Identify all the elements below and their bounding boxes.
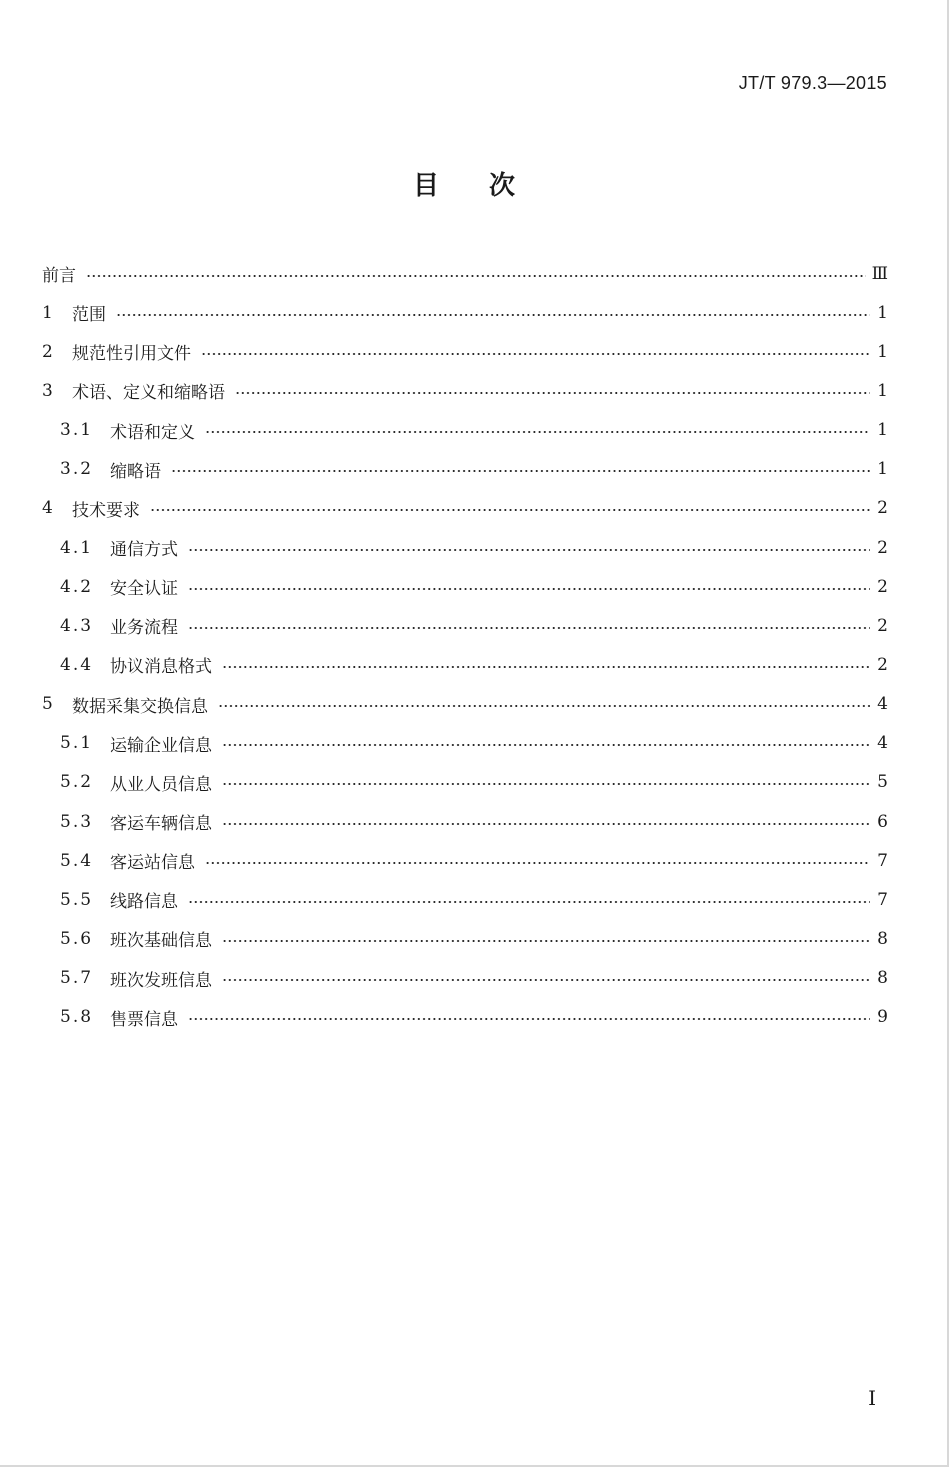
toc-entry-label: 技术要求 xyxy=(72,500,140,521)
toc-entry-page: 1 xyxy=(877,302,888,323)
toc-entry-label: 范围 xyxy=(72,305,106,326)
toc-entry-label: 班次基础信息 xyxy=(110,931,212,952)
toc-entry[interactable] xyxy=(42,959,888,998)
toc-entry-number: 1 xyxy=(42,302,55,323)
toc-dot-leader xyxy=(235,391,870,395)
table-of-contents xyxy=(42,254,888,1037)
toc-entry-page: 9 xyxy=(877,1007,888,1028)
toc-entry-number: 5.2 xyxy=(60,772,94,793)
toc-entry-page: Ⅲ xyxy=(871,263,888,284)
toc-entry[interactable] xyxy=(42,606,888,645)
toc-entry-page: 7 xyxy=(877,889,888,910)
toc-entry-label: 前言 xyxy=(42,266,76,287)
toc-dot-leader xyxy=(222,939,870,943)
toc-entry-number: 4.4 xyxy=(60,654,94,675)
toc-entry[interactable] xyxy=(42,450,888,489)
toc-entry[interactable] xyxy=(42,763,888,802)
toc-dot-leader xyxy=(218,704,870,708)
toc-entry[interactable] xyxy=(42,841,888,880)
toc-entry[interactable] xyxy=(42,332,888,371)
toc-entry-label: 运输企业信息 xyxy=(110,735,212,756)
toc-dot-leader xyxy=(171,469,870,473)
toc-entry[interactable] xyxy=(42,802,888,841)
toc-entry-number: 4.1 xyxy=(60,537,94,558)
toc-entry-page: 4 xyxy=(877,733,888,754)
toc-entry-label: 业务流程 xyxy=(110,618,178,639)
toc-dot-leader xyxy=(222,978,870,982)
toc-title: 目次 xyxy=(412,171,565,201)
toc-entry-page: 1 xyxy=(877,459,888,480)
toc-entry-number: 4 xyxy=(42,498,55,519)
toc-dot-leader xyxy=(150,508,870,512)
toc-entry-label: 客运车辆信息 xyxy=(110,814,212,835)
toc-entry-label: 协议消息格式 xyxy=(110,657,212,678)
toc-entry-number: 3.2 xyxy=(60,459,94,480)
toc-entry-page: 2 xyxy=(877,537,888,558)
toc-entry[interactable] xyxy=(42,685,888,724)
toc-entry-page: 1 xyxy=(877,420,888,441)
toc-entry[interactable] xyxy=(42,528,888,567)
toc-dot-leader xyxy=(188,587,870,591)
toc-dot-leader xyxy=(188,1017,870,1021)
toc-entry[interactable] xyxy=(42,880,888,919)
toc-entry[interactable] xyxy=(42,371,888,410)
page-number: I xyxy=(868,1386,876,1410)
toc-dot-leader xyxy=(222,822,870,826)
toc-entry[interactable] xyxy=(42,724,888,763)
toc-entry-number: 2 xyxy=(42,341,55,362)
toc-dot-leader xyxy=(222,743,870,747)
toc-dot-leader xyxy=(188,548,870,552)
toc-entry-page: 1 xyxy=(877,341,888,362)
toc-dot-leader xyxy=(222,782,870,786)
toc-entry-label: 从业人员信息 xyxy=(110,774,212,795)
standard-code: JT/T 979.3—2015 xyxy=(738,73,887,93)
toc-entry-page: 1 xyxy=(877,380,888,401)
toc-entry-number: 5.1 xyxy=(60,733,94,754)
toc-entry-number: 5.4 xyxy=(60,850,94,871)
toc-entry-label: 线路信息 xyxy=(110,892,178,913)
toc-entry[interactable] xyxy=(42,645,888,684)
toc-dot-leader xyxy=(205,430,870,434)
toc-entry-number: 4.3 xyxy=(60,615,94,636)
toc-entry-number: 3 xyxy=(42,380,55,401)
toc-entry-label: 数据采集交换信息 xyxy=(72,696,208,717)
toc-entry-label: 售票信息 xyxy=(110,1009,178,1030)
toc-dot-leader xyxy=(222,665,870,669)
toc-entry[interactable] xyxy=(42,411,888,450)
toc-entry-page: 5 xyxy=(877,772,888,793)
toc-entry-number: 3.1 xyxy=(60,420,94,441)
toc-dot-leader xyxy=(188,900,870,904)
toc-entry-page: 2 xyxy=(877,498,888,519)
toc-entry-page: 7 xyxy=(877,850,888,871)
toc-entry-label: 通信方式 xyxy=(110,540,178,561)
toc-entry[interactable] xyxy=(42,489,888,528)
toc-entry-number: 5.5 xyxy=(60,889,94,910)
toc-entry[interactable] xyxy=(42,254,888,293)
toc-entry-label: 安全认证 xyxy=(110,579,178,600)
toc-entry[interactable] xyxy=(42,919,888,958)
toc-entry-number: 5.3 xyxy=(60,811,94,832)
toc-entry-page: 2 xyxy=(877,654,888,675)
toc-entry-label: 班次发班信息 xyxy=(110,970,212,991)
toc-entry-number: 4.2 xyxy=(60,576,94,597)
toc-entry-label: 术语、定义和缩略语 xyxy=(72,383,225,404)
toc-entry-label: 客运站信息 xyxy=(110,853,195,874)
toc-entry-label: 术语和定义 xyxy=(110,422,195,443)
toc-dot-leader xyxy=(116,313,870,317)
toc-dot-leader xyxy=(201,352,870,356)
toc-entry[interactable] xyxy=(42,998,888,1037)
toc-entry-page: 6 xyxy=(877,811,888,832)
toc-entry-page: 8 xyxy=(877,928,888,949)
toc-entry-page: 2 xyxy=(877,576,888,597)
toc-entry-label: 缩略语 xyxy=(110,461,161,482)
toc-entry-number: 5.8 xyxy=(60,1007,94,1028)
toc-entry[interactable] xyxy=(42,293,888,332)
toc-entry-label: 规范性引用文件 xyxy=(72,344,191,365)
toc-entry-page: 8 xyxy=(877,968,888,989)
toc-dot-leader xyxy=(86,274,866,278)
toc-dot-leader xyxy=(188,626,870,630)
toc-dot-leader xyxy=(205,861,870,865)
toc-entry-number: 5.7 xyxy=(60,968,94,989)
toc-entry-number: 5.6 xyxy=(60,928,94,949)
toc-entry-page: 2 xyxy=(877,615,888,636)
toc-entry-number: 5 xyxy=(42,694,55,715)
toc-entry-page: 4 xyxy=(877,694,888,715)
toc-entry[interactable] xyxy=(42,567,888,606)
